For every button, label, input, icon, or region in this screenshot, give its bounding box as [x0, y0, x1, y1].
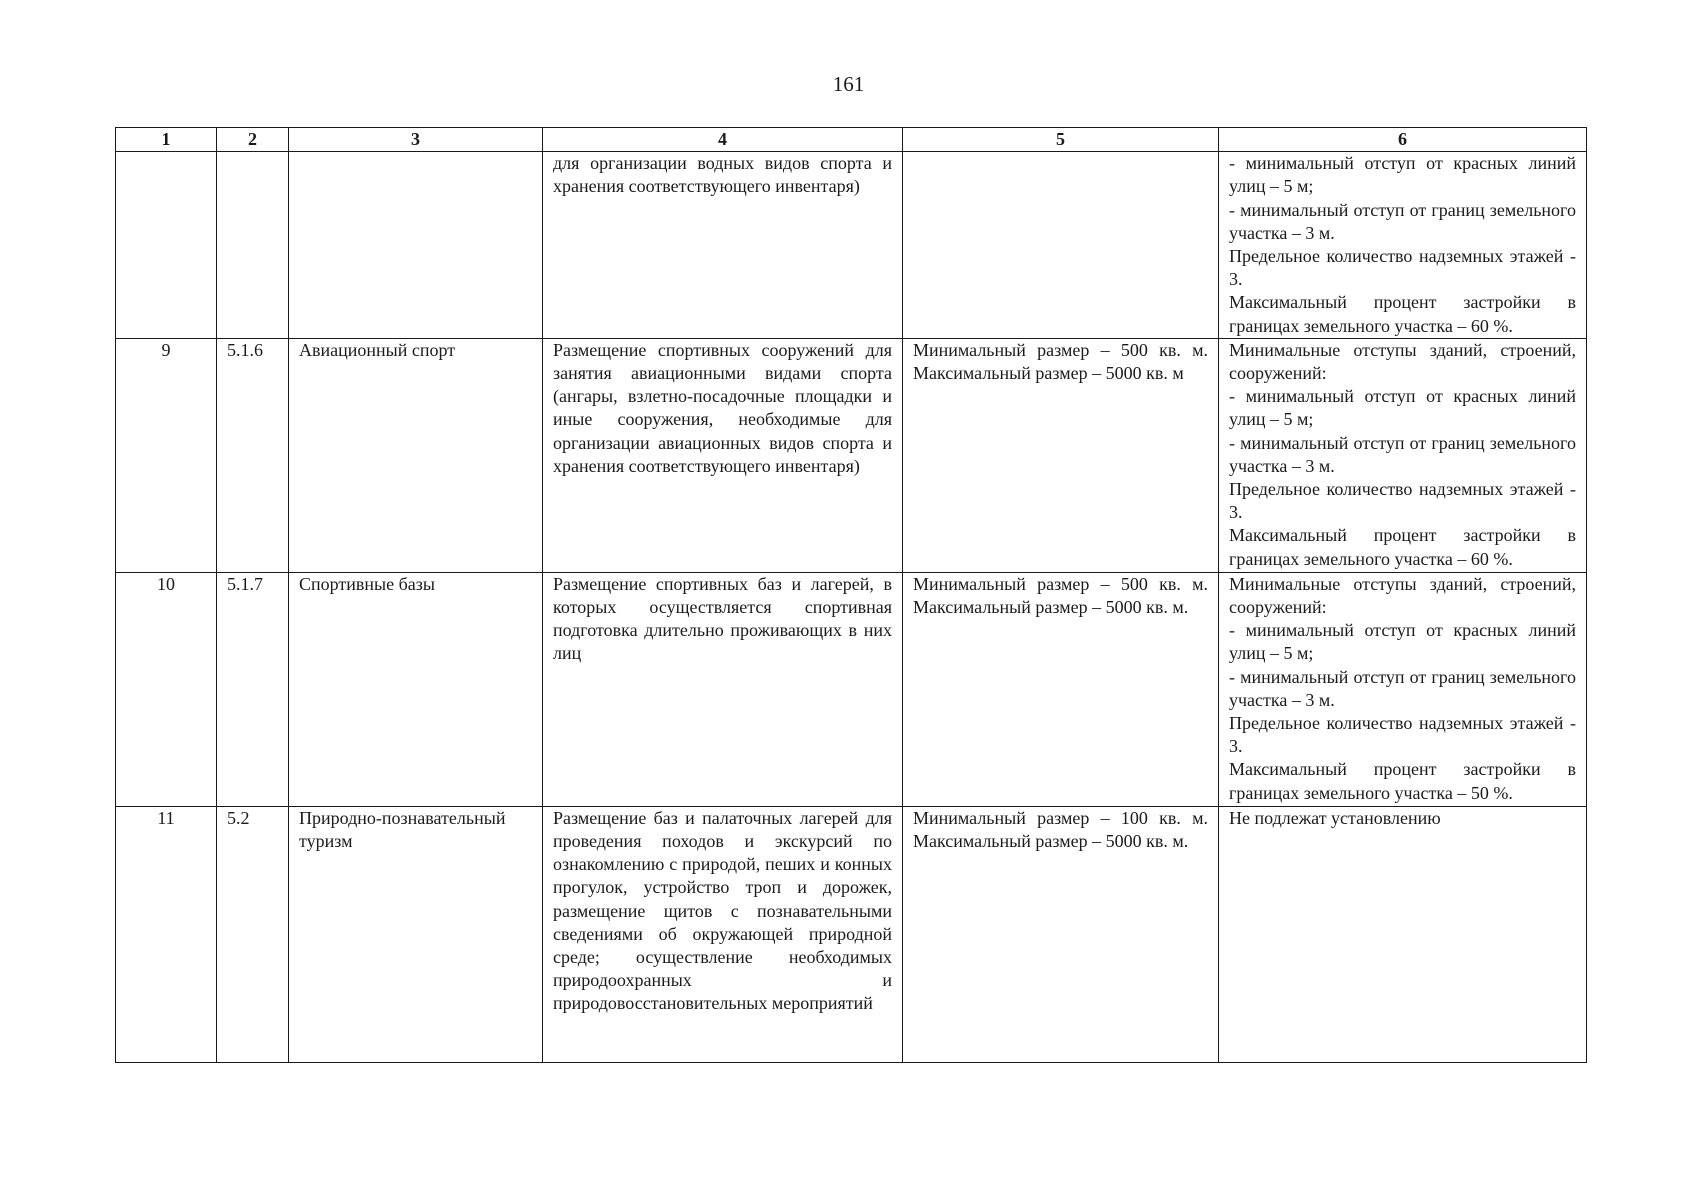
row-description: для организации водных видов спорта и хранения соответствующего инвентаря)	[543, 152, 903, 339]
column-header: 6	[1219, 128, 1587, 152]
row-code	[217, 152, 289, 339]
param-line: - минимальный отступ от границ земельного участка – 3 м.	[1229, 666, 1576, 710]
param-line: Предельное количество надземных этажей - 3.	[1229, 713, 1576, 757]
param-line: - минимальный отступ от красных линий улиц – 5 м;	[1229, 153, 1576, 197]
row-description: Размещение спортивных баз и лагерей, в которых осуществляется спортивная подготовка длительно проживающих в них лиц	[543, 572, 903, 806]
row-params	[1219, 152, 1587, 339]
param-line: Максимальный процент застройки в границах земельного участка – 50 %.	[1229, 759, 1576, 803]
column-header: 3	[289, 128, 543, 152]
param-line: - минимальный отступ от границ земельного участка – 3 м.	[1229, 199, 1576, 243]
row-params	[1219, 806, 1587, 1062]
param-line: Предельное количество надземных этажей - 3.	[1229, 246, 1576, 290]
row-name: Спортивные базы	[289, 572, 543, 806]
row-code: 5.2	[217, 806, 289, 1062]
param-line: Максимальный процент застройки в границах земельного участка – 60 %.	[1229, 292, 1576, 336]
row-params	[1219, 572, 1587, 806]
row-code: 5.1.6	[217, 338, 289, 572]
column-header: 5	[903, 128, 1219, 152]
param-line: Минимальные отступы зданий, строений, сооружений:	[1229, 339, 1576, 384]
row-number: 9	[116, 338, 217, 572]
column-header: 2	[217, 128, 289, 152]
row-name	[289, 152, 543, 339]
row-description: Размещение баз и палаточных лагерей для проведения походов и экскурсий по ознакомлению с природой, пеших и конных прогулок, устройство троп и дорожек, размещение щитов с познавательными сведениями об окружающей природной среде; осуществление необходимых природоохранных и природовосстановительных мероприятий	[543, 806, 903, 1062]
column-header: 4	[543, 128, 903, 152]
row-size: Минимальный размер – 500 кв. м. Максимальный размер – 5000 кв. м	[903, 338, 1219, 572]
table-row	[116, 806, 1587, 1062]
param-line: Не подлежат установлению	[1229, 807, 1441, 828]
column-header: 1	[116, 128, 217, 152]
row-number	[116, 152, 217, 339]
table-row	[116, 572, 1587, 806]
param-line: - минимальный отступ от границ земельного участка – 3 м.	[1229, 432, 1576, 476]
row-name: Авиационный спорт	[289, 338, 543, 572]
row-size: Минимальный размер – 100 кв. м. Максимальный размер – 5000 кв. м.	[903, 806, 1219, 1062]
param-line: Предельное количество надземных этажей - 3.	[1229, 479, 1576, 523]
row-size	[903, 152, 1219, 339]
page-number: 161	[832, 72, 865, 96]
table-row	[116, 152, 1587, 339]
table-header-row	[116, 128, 1587, 152]
row-params	[1219, 338, 1587, 572]
param-line: - минимальный отступ от красных линий улиц – 5 м;	[1229, 386, 1576, 430]
row-number: 10	[116, 572, 217, 806]
row-description: Размещение спортивных сооружений для занятия авиационными видами спорта (ангары, взлетно-посадочные площадки и иные сооружения, необходимые для организации авиационных видов спорта и хранения соответствующего инвентаря)	[543, 338, 903, 572]
param-line: - минимальный отступ от красных линий улиц – 5 м;	[1229, 620, 1576, 664]
param-line: Максимальный процент застройки в границах земельного участка – 60 %.	[1229, 525, 1576, 569]
row-number: 11	[116, 806, 217, 1062]
param-line: Минимальные отступы зданий, строений, сооружений:	[1229, 573, 1576, 618]
row-code: 5.1.7	[217, 572, 289, 806]
regulations-table	[115, 127, 1587, 1063]
row-name: Природно-познавательный туризм	[289, 806, 543, 1062]
row-size: Минимальный размер – 500 кв. м. Максимальный размер – 5000 кв. м.	[903, 572, 1219, 806]
table-row	[116, 338, 1587, 572]
